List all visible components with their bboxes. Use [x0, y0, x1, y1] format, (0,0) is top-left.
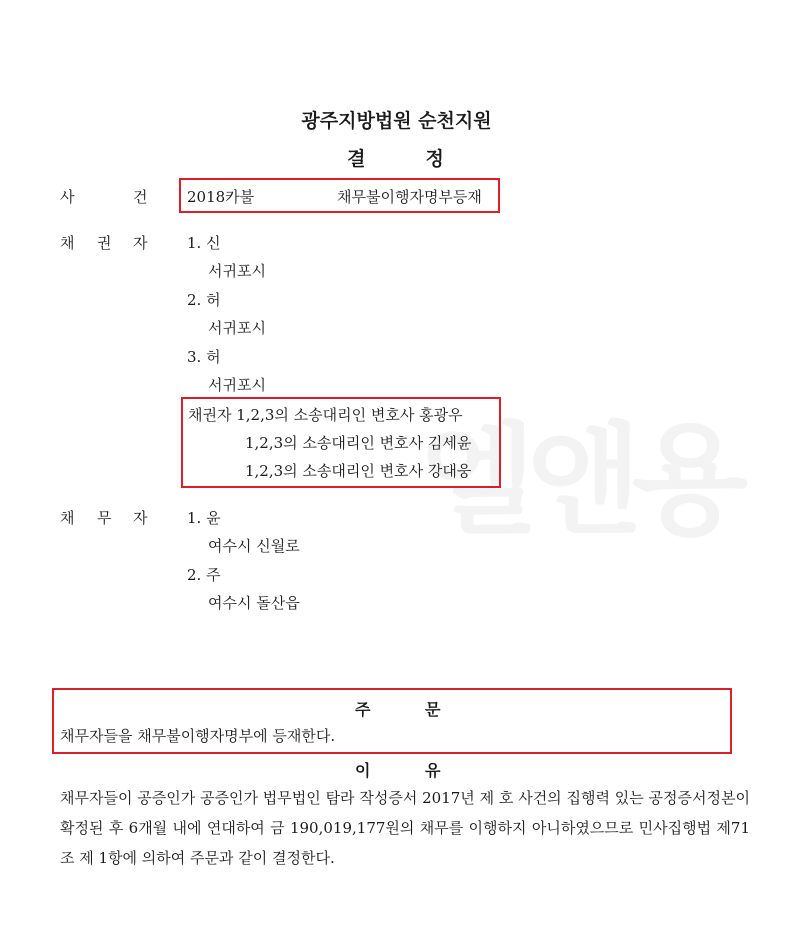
- debtor-2-address: 여수시 돌산읍: [208, 594, 300, 612]
- order-heading-b: 문: [425, 700, 441, 719]
- debtor-label-3: 자: [133, 509, 148, 527]
- reason-heading-a: 이: [355, 761, 371, 780]
- creditor-3-address: 서귀포시: [208, 376, 266, 394]
- case-label-a: 사: [60, 188, 75, 206]
- creditor-label-3: 자: [133, 234, 148, 252]
- debtor-1-name: 1. 윤: [187, 509, 221, 527]
- representative-1: 채권자 1,2,3의 소송대리인 변호사 홍광우: [188, 406, 463, 424]
- creditor-1-name: 1. 신: [187, 234, 221, 252]
- creditor-2-address: 서귀포시: [208, 319, 266, 337]
- debtor-label-2: 무: [97, 509, 112, 527]
- creditor-label-1: 채: [60, 234, 75, 252]
- creditor-3-name: 3. 허: [187, 348, 221, 366]
- debtor-2-name: 2. 주: [187, 566, 221, 584]
- case-label-b: 건: [133, 188, 148, 206]
- order-heading-a: 주: [355, 700, 371, 719]
- order-text: 채무자들을 채무불이행자명부에 등재한다.: [60, 727, 336, 745]
- creditor-1-address: 서귀포시: [208, 262, 266, 280]
- reason-heading-b: 유: [425, 761, 441, 780]
- watermark: 엘앤용: [420, 412, 738, 551]
- case-number: 2018카불: [187, 188, 255, 206]
- document-title: 결정: [347, 148, 504, 170]
- reason-text: 채무자들이 공증인가 공증인가 법무법인 탐라 작성증서 2017년 제 호 사건의 집행력 있는 공정증서정본이 확정된 후 6개월 내에 연대하여 금 190,019,177원의 채무를 이행하지 아니하였으므로 민사집행법 제71조 제 1항에 의하여 주문과 같이 결정한다.: [60, 789, 750, 867]
- debtor-1-address: 여수시 신월로: [208, 537, 300, 555]
- creditor-2-name: 2. 허: [187, 291, 221, 309]
- creditor-label-2: 권: [97, 234, 112, 252]
- case-title: 채무불이행자명부등재: [337, 188, 482, 206]
- representative-3: 1,2,3의 소송대리인 변호사 강대웅: [245, 462, 472, 480]
- debtor-label-1: 채: [60, 509, 75, 527]
- court-name: 광주지방법원 순천지원: [301, 110, 492, 132]
- representative-2: 1,2,3의 소송대리인 변호사 김세윤: [245, 434, 472, 452]
